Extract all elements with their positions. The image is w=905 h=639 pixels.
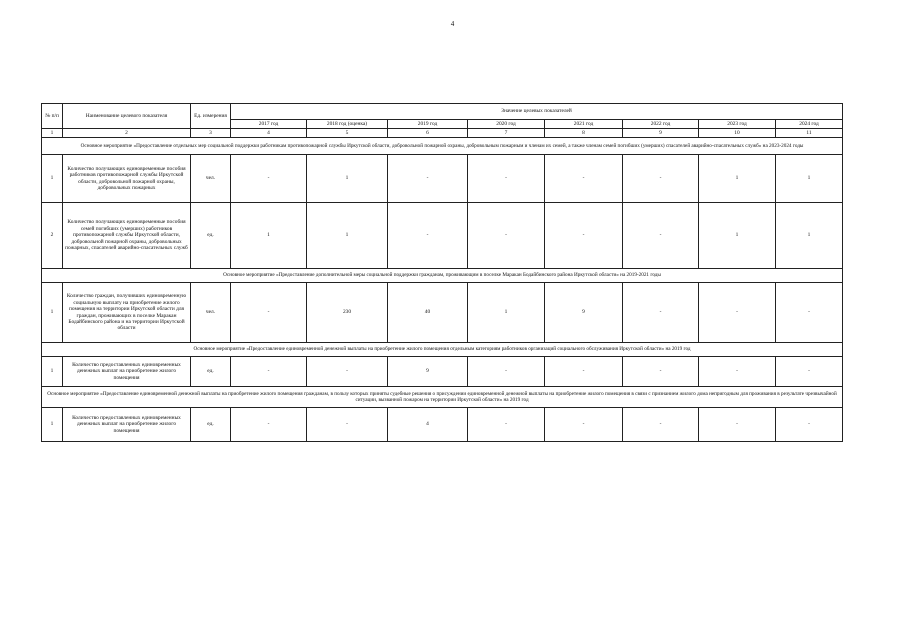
row-num: 1	[42, 155, 63, 203]
column-number: 5	[307, 129, 388, 138]
value-cell: 1	[307, 155, 388, 203]
value-cell: 1	[468, 283, 545, 343]
value-cell: 4	[388, 408, 468, 442]
value-cell: 230	[307, 283, 388, 343]
header-year: 2017 год	[231, 120, 307, 129]
value-cell: -	[623, 203, 699, 269]
value-cell: 40	[388, 283, 468, 343]
header-year: 2021 год	[545, 120, 623, 129]
value-cell: 1	[231, 203, 307, 269]
value-cell: -	[623, 155, 699, 203]
column-number: 3	[191, 129, 231, 138]
value-cell: -	[231, 408, 307, 442]
header-year: 2018 год (оценка)	[307, 120, 388, 129]
value-cell: -	[776, 283, 843, 343]
column-number: 7	[468, 129, 545, 138]
column-number: 10	[699, 129, 776, 138]
section-title: Основное мероприятие «Предоставление отдельных мер социальной поддержки работникам противопожарной службы Иркутской области, добровольной пожарной охраны, добровольным пожарным и членам их семей, а также членам семей погибших (умерших) спасателей аварийно-спасательных служб» на 2023-2024 годы	[42, 138, 843, 155]
row-num: 2	[42, 203, 63, 269]
value-cell: -	[776, 408, 843, 442]
indicator-name: Количество предоставленных единовременных денежных выплат на приобретение жилого помещения	[63, 357, 191, 387]
value-cell: -	[545, 357, 623, 387]
value-cell: 1	[699, 203, 776, 269]
table-row	[42, 357, 843, 387]
header-unit: Ед. измерения	[191, 104, 231, 129]
column-number: 2	[63, 129, 191, 138]
unit-cell: чел.	[191, 155, 231, 203]
header-year: 2019 год	[388, 120, 468, 129]
value-cell: -	[623, 357, 699, 387]
row-num: 1	[42, 357, 63, 387]
row-num: 1	[42, 408, 63, 442]
value-cell: -	[699, 408, 776, 442]
column-number: 4	[231, 129, 307, 138]
indicator-name: Количество предоставленных единовременных денежных выплат на приобретение жилого помещения	[63, 408, 191, 442]
value-cell: 1	[776, 155, 843, 203]
column-number: 8	[545, 129, 623, 138]
unit-cell: ед.	[191, 357, 231, 387]
value-cell: -	[776, 357, 843, 387]
value-cell: -	[545, 408, 623, 442]
header-year: 2020 год	[468, 120, 545, 129]
value-cell: 9	[388, 357, 468, 387]
column-number: 6	[388, 129, 468, 138]
header-name: Наименование целевого показателя	[63, 104, 191, 129]
header-year: 2023 год	[699, 120, 776, 129]
section-title: Основное мероприятие «Предоставление единовременной денежной выплаты на приобретение жилого помещения отдельным категориям работников организаций социального обслуживания Иркутской области» на 2019 год	[42, 343, 843, 357]
value-cell: -	[468, 155, 545, 203]
value-cell: 9	[545, 283, 623, 343]
unit-cell: ед.	[191, 408, 231, 442]
header-year: 2022 год	[623, 120, 699, 129]
section-title: Основное мероприятие «Предоставление дополнительной меры социальной поддержки гражданам, проживающим в поселке Маракан Бодайбинского района Иркутской области» на 2019-2021 годы	[42, 269, 843, 283]
value-cell: -	[231, 357, 307, 387]
value-cell: -	[307, 357, 388, 387]
value-cell: -	[231, 155, 307, 203]
header-values-group: Значение целевых показателей	[231, 104, 843, 120]
value-cell: -	[699, 283, 776, 343]
indicator-name: Количество получающих единовременные пособия семей погибших (умерших) работников противопожарной службы Иркутской области, добровольной пожарной охраны, добровольных пожарных, спасателей аварийно-спасательных служб	[63, 203, 191, 269]
table-row	[42, 203, 843, 269]
header-num: № п/п	[42, 104, 63, 129]
value-cell: -	[468, 408, 545, 442]
value-cell: -	[623, 408, 699, 442]
value-cell: 1	[776, 203, 843, 269]
table-row	[42, 408, 843, 442]
section-title: Основное мероприятие «Предоставление единовременной денежной выплаты на приобретение жилого помещения гражданам, в пользу которых приняты судебные решения о присуждении единовременной денежной выплаты на приобретение жилого помещения в связи с признанием жилого дома непригодным для проживания в результате чрезвычайной ситуации, вызванной пожаром на территории Иркутской области» на 2019 год	[42, 387, 843, 408]
column-number: 9	[623, 129, 699, 138]
indicator-name: Количество получающих единовременные пособия работников противопожарной службы Иркутской области, добровольной пожарной охраны, добровольных пожарных	[63, 155, 191, 203]
value-cell: -	[388, 203, 468, 269]
unit-cell: чел.	[191, 283, 231, 343]
value-cell: -	[545, 203, 623, 269]
unit-cell: ед.	[191, 203, 231, 269]
indicator-name: Количество граждан, получивших единовременную социальную выплату на приобретение жилого помещения на территории Иркутской области для граждан, проживающих в поселке Маракан Бодайбинского района и на территории Иркутской области	[63, 283, 191, 343]
column-number: 1	[42, 129, 63, 138]
value-cell: -	[623, 283, 699, 343]
value-cell: -	[231, 283, 307, 343]
targets-table	[41, 103, 843, 442]
column-number: 11	[776, 129, 843, 138]
row-num: 1	[42, 283, 63, 343]
value-cell: -	[545, 155, 623, 203]
header-year: 2024 год	[776, 120, 843, 129]
page-number: 4	[450, 20, 455, 28]
value-cell: -	[699, 357, 776, 387]
table-row	[42, 155, 843, 203]
value-cell: -	[468, 203, 545, 269]
value-cell: -	[468, 357, 545, 387]
value-cell: 1	[307, 203, 388, 269]
value-cell: -	[388, 155, 468, 203]
table-row	[42, 283, 843, 343]
value-cell: 1	[699, 155, 776, 203]
value-cell: -	[307, 408, 388, 442]
